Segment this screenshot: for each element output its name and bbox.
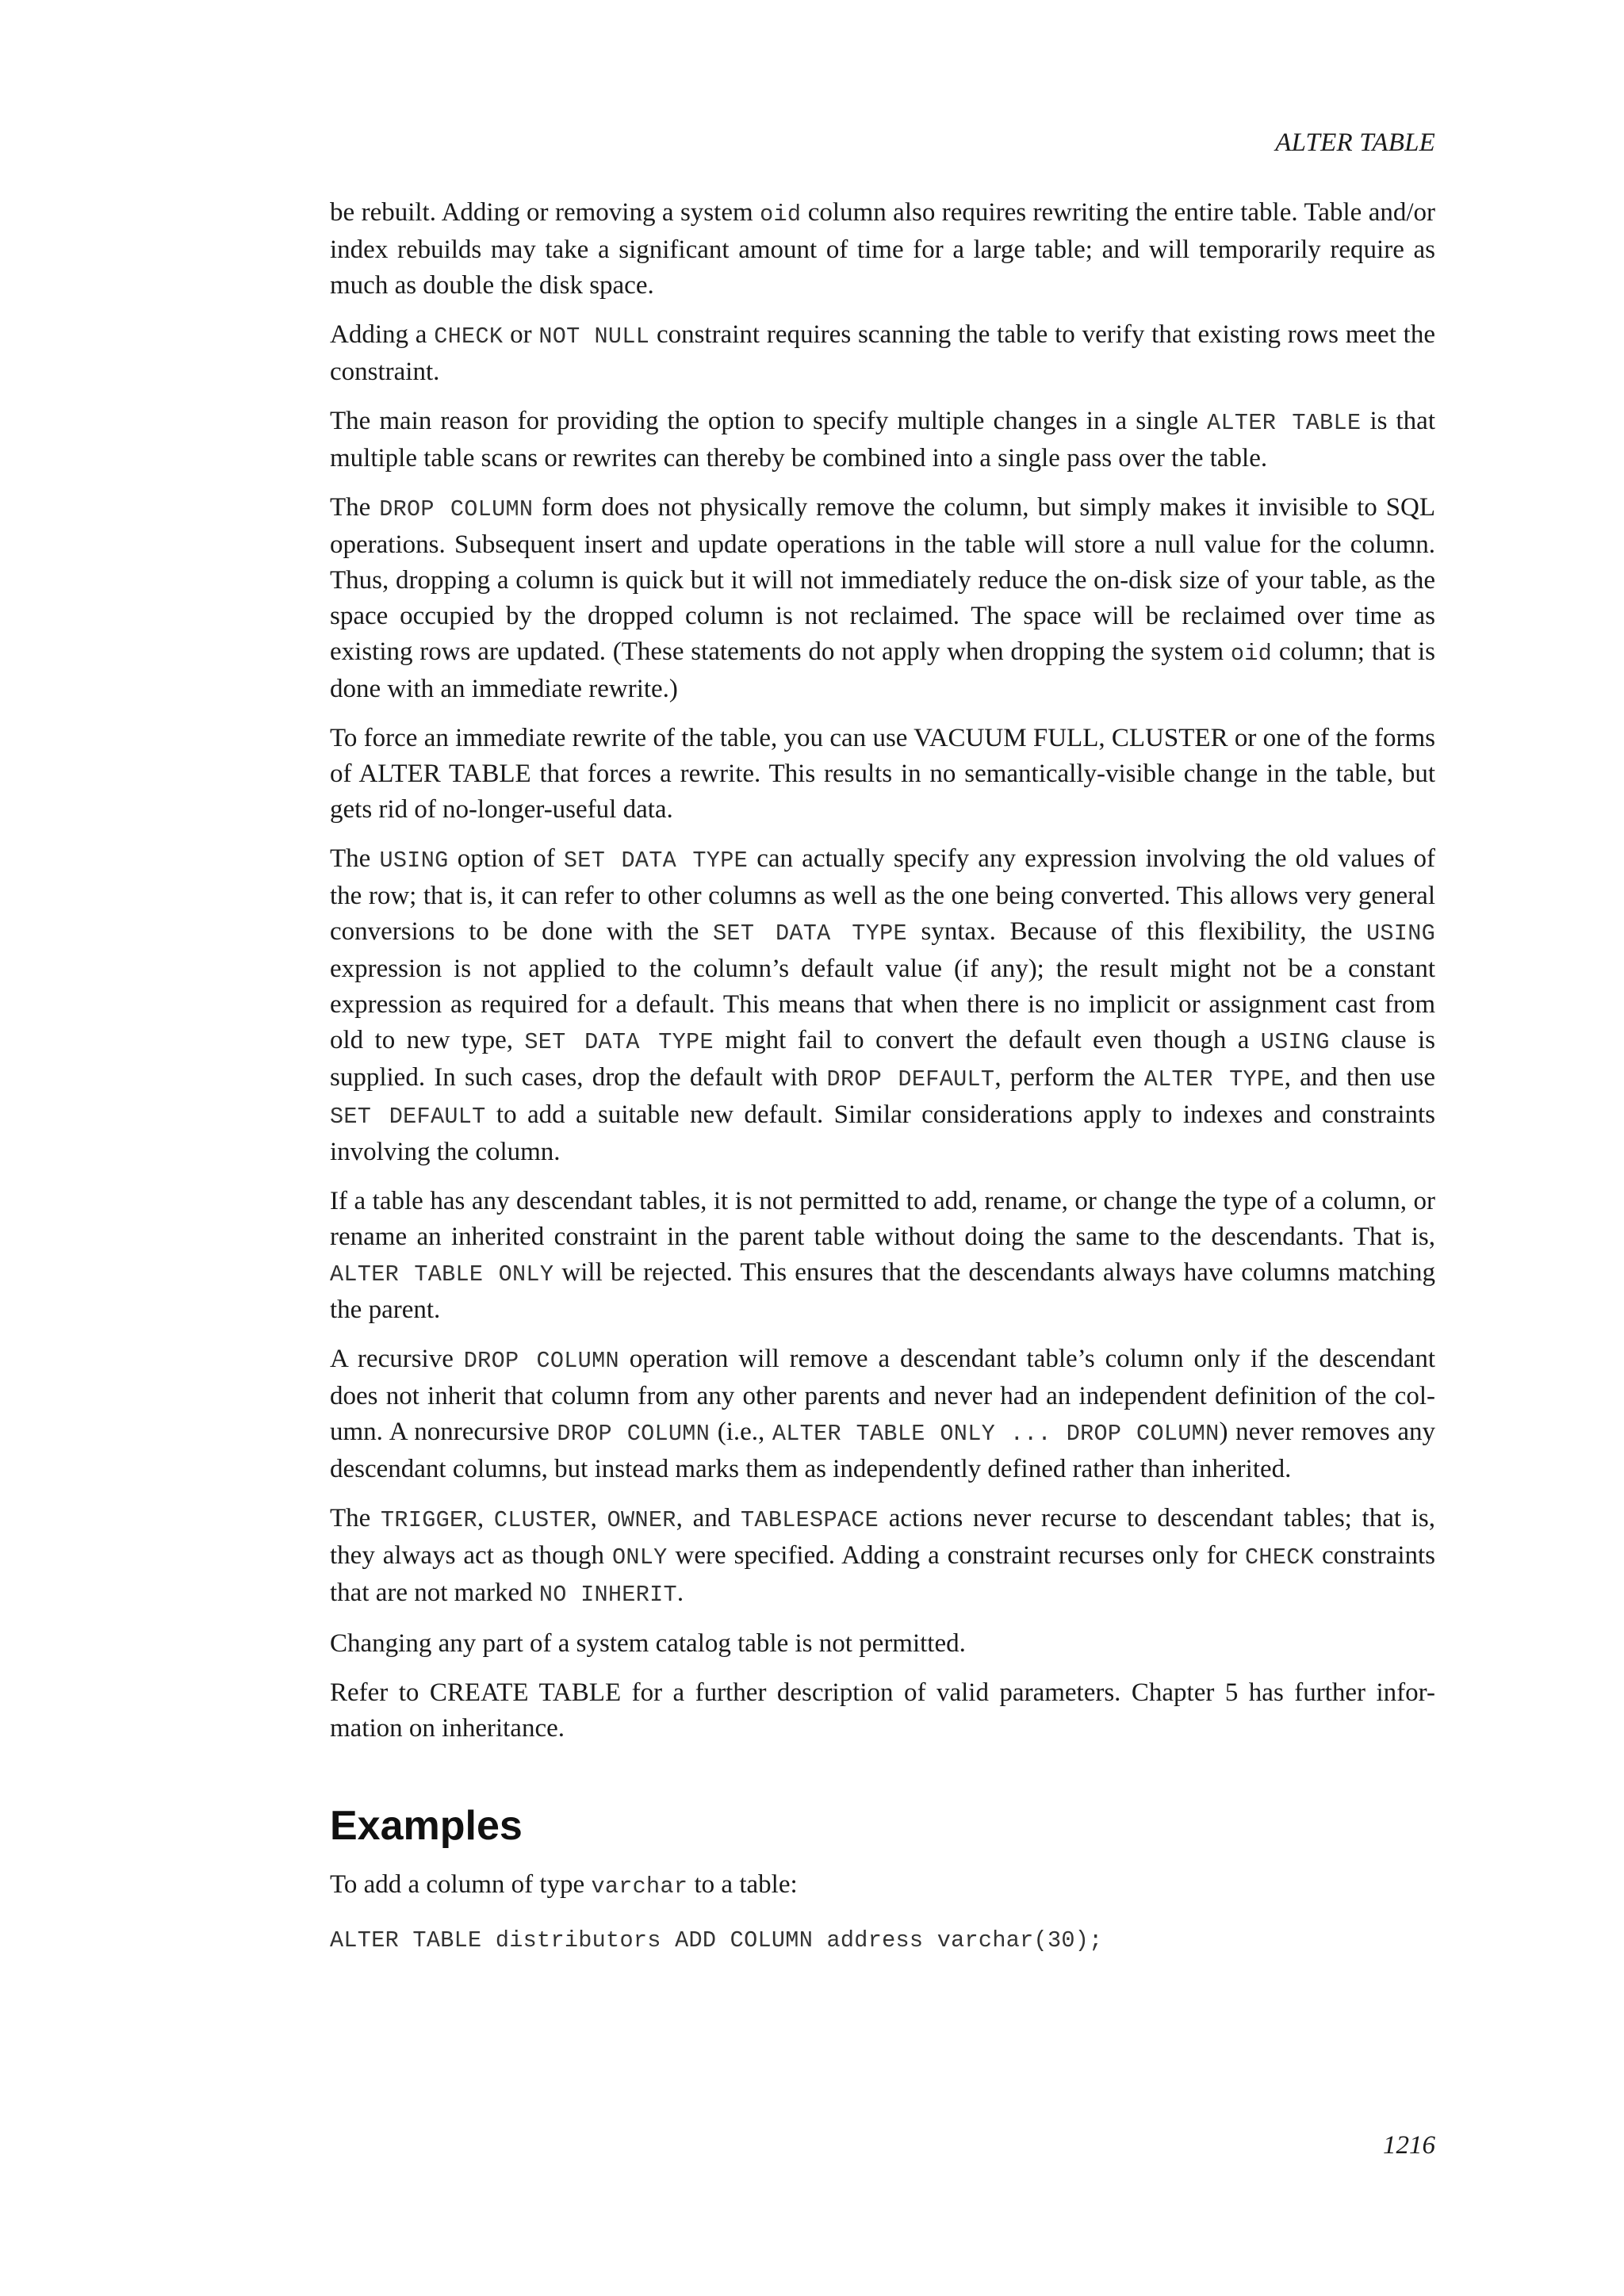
text-run: ) never removes any descendant columns, but instead marks them as independently defined rather than inherited. (330, 1418, 1435, 1483)
text-run: actions never recurse to descendant tables; that is, they always act as though (330, 1504, 1436, 1570)
text-run: constraint requires scanning the table to verify that existing rows meet the constraint. (330, 320, 1435, 386)
text-run: The (330, 1504, 381, 1533)
body-paragraph (330, 1341, 1435, 1487)
inline-code: ALTER TABLE (1207, 410, 1362, 436)
body-paragraph (330, 841, 1435, 1170)
text-run: , (590, 1504, 607, 1533)
inline-code: CHECK (434, 323, 504, 350)
inline-code: SET DEFAULT (330, 1104, 486, 1130)
examples-intro-paragraph (330, 1867, 1435, 1904)
body-paragraph (330, 317, 1435, 390)
body-paragraph (330, 404, 1435, 476)
inline-code: DROP DEFAULT (826, 1066, 995, 1093)
text-run: clause is supplied. In such cases, drop the default with (330, 1026, 1435, 1092)
text-run: The (330, 493, 380, 522)
inline-code: SET DATA TYPE (563, 848, 749, 874)
inline-code: ONLY (611, 1544, 668, 1571)
inline-code: varchar (591, 1873, 688, 1900)
body-paragraph (330, 1501, 1435, 1613)
inline-code: CHECK (1245, 1544, 1315, 1571)
inline-code: DROP COLUMN (463, 1348, 619, 1374)
inline-code: USING (1260, 1029, 1330, 1055)
body-paragraph (330, 721, 1435, 828)
text-run: might fail to convert the default even though a (713, 1026, 1261, 1054)
text-run: , and (676, 1504, 741, 1533)
text-run: option of (448, 844, 564, 873)
text-run: is that multiple table scans or rewrites can thereby be combined into a single pass over the table. (330, 407, 1435, 473)
text-run: column; that is done with an immediate rewrite.) (330, 637, 1435, 703)
text-run: syntax. Because of this flexibility, the (906, 917, 1366, 946)
body-paragraph (330, 490, 1435, 707)
text-run: , (477, 1504, 494, 1533)
inline-code: ALTER TABLE ONLY ... DROP COLUMN (772, 1421, 1220, 1447)
text-run: Changing any part of a system catalog table is not permitted. (330, 1629, 966, 1658)
text-run: A recursive (330, 1345, 464, 1373)
text-run: to a table: (688, 1870, 798, 1899)
text-run: constraints that are not marked (330, 1541, 1435, 1607)
text-run: The (330, 844, 380, 873)
text-run: Refer to CREATE TABLE for a further description of valid parameters. Chapter 5 has further infor-mation on inheritance. (330, 1678, 1435, 1743)
inline-code: NO INHERIT (538, 1582, 677, 1608)
inline-code: SET DATA TYPE (524, 1029, 714, 1055)
text-run: or (503, 320, 539, 349)
text-run: to add a suitable new default. Similar considerations apply to indexes and constraints involving the column. (330, 1100, 1435, 1166)
text-run: expression is not applied to the column’s default value (if any); the result might not be a constant expression as required for a default. This means that when there is no implicit or assignment cast from old to new type, (330, 955, 1435, 1054)
text-run: be rebuilt. Adding or removing a system (330, 198, 760, 227)
notes-paragraphs (330, 195, 1435, 1747)
text-run: can actually specify any expression involving the old values of the row; that is, it can refer to other columns as well as the one being converted. This allows very general conversions to be done with the (330, 844, 1435, 946)
inline-code: SET DATA TYPE (713, 920, 907, 947)
inline-code: oid (760, 201, 802, 228)
inline-code: DROP COLUMN (557, 1421, 710, 1447)
inline-code: NOT NULL (538, 323, 650, 350)
section-heading-examples: Examples (330, 1803, 523, 1849)
text-run: , perform the (994, 1063, 1144, 1092)
text-run: . (676, 1578, 684, 1607)
text-run: operation will remove a descendant table’s column only if the descendant does not inherit that column from any other parents and never had an independent definition of the col-umn. A nonrecursive (330, 1345, 1435, 1446)
page-number: 1216 (1383, 2131, 1435, 2160)
text-run: To force an immediate rewrite of the table, you can use VACUUM FULL, CLUSTER or one of the forms of ALTER TABLE that forces a rewrite. This results in no semantically-visible change in the table, but gets rid of no-longer-useful data. (330, 724, 1435, 824)
inline-code: USING (1365, 920, 1435, 947)
inline-code: TRIGGER (381, 1507, 477, 1533)
inline-code: ALTER TYPE (1143, 1066, 1285, 1093)
inline-code: CLUSTER (493, 1507, 591, 1533)
inline-code: USING (379, 848, 449, 874)
inline-code: OWNER (607, 1507, 676, 1533)
text-run: were specified. Adding a constraint recurses only for (667, 1541, 1246, 1570)
inline-code: DROP COLUMN (379, 496, 534, 522)
text-run: column also requires rewriting the entire table. Table and/or index rebuilds may take a significant amount of time for a large table; and will temporarily require as much as double the disk space. (330, 198, 1436, 300)
text-run: If a table has any descendant tables, it is not permitted to add, rename, or change the type of a column, or rename an inherited constraint in the parent table without doing the same to the descendants. That is, (330, 1187, 1435, 1251)
body-paragraph (330, 1184, 1435, 1328)
text-run: will be rejected. This ensures that the descendants always have columns matching the parent. (330, 1258, 1436, 1324)
text-run: , and then use (1284, 1063, 1435, 1092)
page-content (330, 195, 1435, 1957)
text-run: To add a column of type (330, 1870, 592, 1899)
text-run: (i.e., (710, 1418, 772, 1446)
text-run: Adding a (330, 320, 435, 349)
code-example: ALTER TABLE distributors ADD COLUMN address varchar(30); (330, 1927, 1103, 1954)
inline-code: ALTER TABLE ONLY (330, 1261, 554, 1288)
running-header: ALTER TABLE (1275, 128, 1435, 157)
body-paragraph (330, 1626, 1435, 1662)
inline-code: TABLESPACE (741, 1507, 879, 1533)
text-run: The main reason for providing the option to specify multiple changes in a single (330, 407, 1208, 435)
inline-code: oid (1230, 641, 1273, 667)
body-paragraph (330, 1675, 1435, 1747)
body-paragraph (330, 195, 1435, 304)
text-run: form does not physically remove the column, but simply makes it invisible to SQL operations. Subsequent insert and update operations in the table will store a null value for the column. Thus, dropping a column is quick but it will not immediately reduce the on-disk size of your table, as the space occupied by the dropped column is not reclaimed. The space will be reclaimed over time as existing rows are updated. (These statements do not apply when dropping the system (330, 493, 1436, 666)
